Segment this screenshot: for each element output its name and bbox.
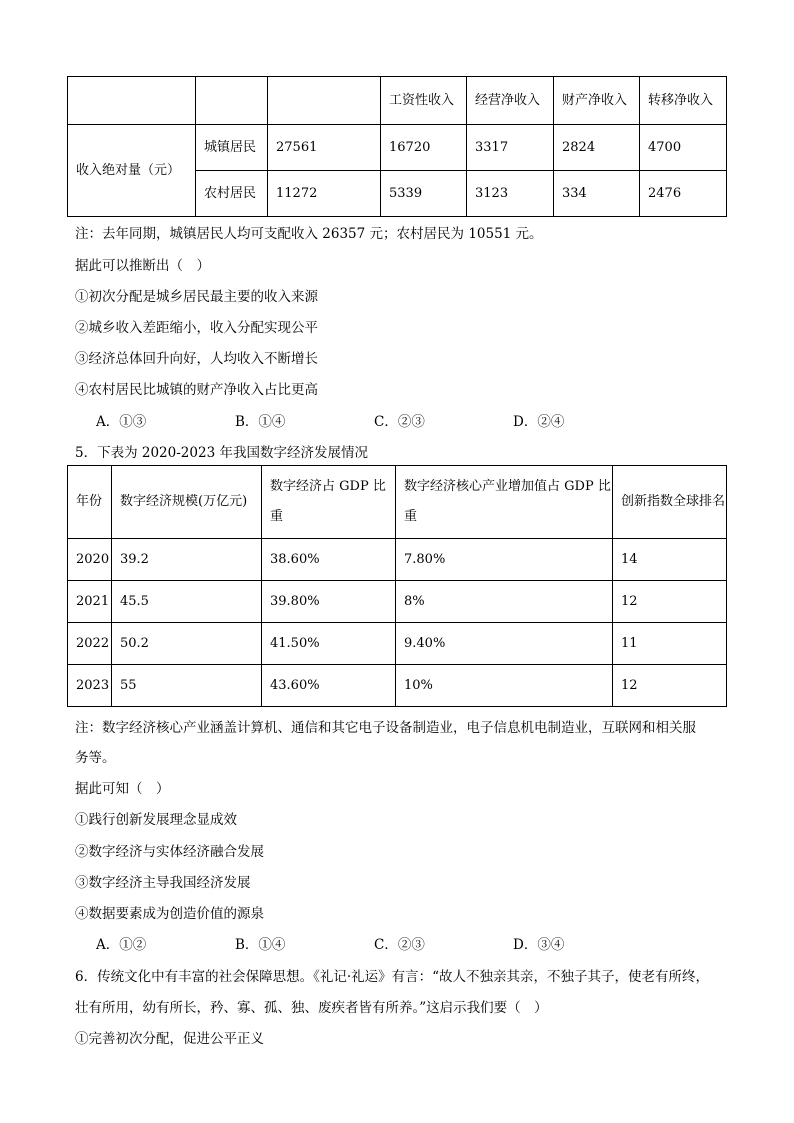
table-header-row [68,466,727,539]
group-label: 农村居民 [196,171,268,217]
q4-item-1: ①初次分配是城乡居民最主要的收入来源 [75,289,318,305]
table-cell: 2021 [68,581,112,623]
header-cell: 经营净收入 [467,77,554,125]
table-header-row [68,77,727,125]
table-row [68,539,727,581]
table-cell: 2824 [554,125,640,171]
row-label: 收入绝对量（元） [68,125,196,217]
table-cell: 50.2 [112,623,262,665]
header-cell: 转移净收入 [640,77,727,125]
q6-line-1: 6．传统文化中有丰富的社会保障思想。《礼记·礼运》有言：“故人不独亲其亲，不独子其子，使老有所终， [75,969,710,985]
table-cell: 39.2 [112,539,262,581]
table-cell: 2023 [68,665,112,707]
table-cell: 8% [396,581,613,623]
table-cell: 14 [613,539,727,581]
q5-item-3: ③数字经济主导我国经济发展 [75,875,251,891]
table-cell: 55 [112,665,262,707]
table-cell: 27561 [268,125,381,171]
digital-economy-table [67,465,727,707]
header-cell: 财产净收入 [554,77,640,125]
header-cell: 数字经济规模(万亿元) [112,466,262,539]
table-cell: 5339 [381,171,467,217]
option-d[interactable]: D．③④ [513,937,565,953]
option-d[interactable]: D．②④ [513,414,565,430]
table-cell: 334 [554,171,640,217]
q5-item-2: ②数字经济与实体经济融合发展 [75,844,264,860]
table-cell: 4700 [640,125,727,171]
table-cell: 2022 [68,623,112,665]
q5-options [96,933,652,953]
option-a[interactable]: A．①③ [96,414,147,430]
header-cell: 工资性收入 [381,77,467,125]
header-cell: 创新指数全球排名 [613,466,727,539]
table-cell: 39.80% [262,581,396,623]
header-cell: 数字经济核心产业增加值占 GDP 比重 [396,466,613,539]
header-cell: 年份 [68,466,112,539]
header-cell [68,77,196,125]
table-cell: 11 [613,623,727,665]
table-cell: 38.60% [262,539,396,581]
table-row [68,125,727,171]
q5-note-line-2: 务等。 [75,750,116,766]
q4-item-4: ④农村居民比城镇的财产净收入占比更高 [75,382,318,398]
table-cell: 7.80% [396,539,613,581]
option-b[interactable]: B．①④ [235,937,286,953]
table-cell: 43.60% [262,665,396,707]
group-label: 城镇居民 [196,125,268,171]
table-cell: 12 [613,581,727,623]
table-cell: 2020 [68,539,112,581]
option-c[interactable]: C．②③ [374,414,425,430]
table-row [68,623,727,665]
q5-title: 5．下表为 2020-2023 年我国数字经济发展情况 [75,445,368,461]
table-row [68,581,727,623]
q5-item-1: ①践行创新发展理念显成效 [75,812,237,828]
q6-item-1: ①完善初次分配，促进公平正义 [75,1031,264,1047]
option-a[interactable]: A．①② [96,937,147,953]
table-cell: 10% [396,665,613,707]
q5-item-4: ④数据要素成为创造价值的源泉 [75,906,264,922]
q4-item-2: ②城乡收入差距缩小，收入分配实现公平 [75,320,318,336]
table-cell: 2476 [640,171,727,217]
q5-stem: 据此可知（ ） [75,781,170,797]
option-c[interactable]: C．②③ [374,937,425,953]
table-cell: 41.50% [262,623,396,665]
q5-note-line-1: 注：数字经济核心产业涵盖计算机、通信和其它电子设备制造业，电子信息机电制造业，互联网和相关服 [75,720,696,736]
header-cell [196,77,268,125]
table-cell: 11272 [268,171,381,217]
option-b[interactable]: B．①④ [235,414,286,430]
header-cell: 数字经济占 GDP 比重 [262,466,396,539]
table-cell: 16720 [381,125,467,171]
q4-item-3: ③经济总体回升向好，人均收入不断增长 [75,351,318,367]
q4-stem: 据此可以推断出（ ） [75,258,210,274]
header-cell [268,77,381,125]
q6-line-2: 壮有所用，幼有所长，矜、寡、孤、独、废疾者皆有所养。”这启示我们要（ ） [75,1000,548,1016]
q4-options [96,410,652,430]
income-table [67,76,727,217]
table-cell: 3317 [467,125,554,171]
table-cell: 9.40% [396,623,613,665]
table-cell: 3123 [467,171,554,217]
table-cell: 12 [613,665,727,707]
table-row [68,665,727,707]
table-cell: 45.5 [112,581,262,623]
q4-note: 注：去年同期，城镇居民人均可支配收入 26357 元；农村居民为 10551 元。 [75,226,543,242]
